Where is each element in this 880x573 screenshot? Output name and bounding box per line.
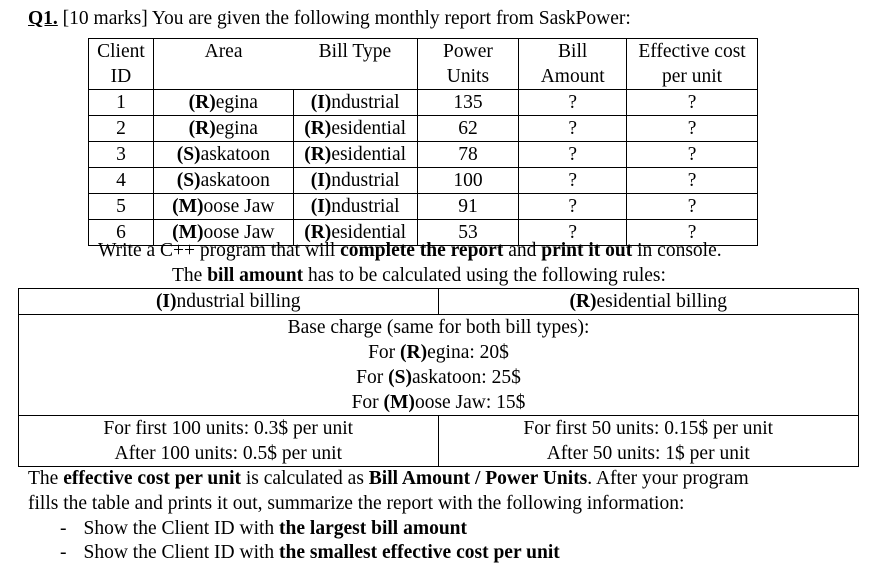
header-bill-type: Bill Type (293, 39, 417, 65)
cell-area: (S)askatoon (153, 168, 293, 194)
table-row (89, 168, 758, 194)
instruction-text: in console. (632, 240, 722, 261)
cell-client-id: 6 (89, 220, 154, 246)
cell-client-id: 4 (89, 168, 154, 194)
header-client-id-2: ID (89, 64, 154, 90)
rates-row (19, 416, 859, 467)
summary-line-1 (28, 468, 749, 490)
header-area: Area (153, 39, 293, 65)
instruction-text: and (503, 240, 542, 261)
rules-table (18, 288, 859, 467)
cell-client-id: 3 (89, 142, 154, 168)
cell-bill-type: (I)ndustrial (293, 168, 417, 194)
cell-area: (R)egina (153, 116, 293, 142)
cell-power-units: 62 (417, 116, 519, 142)
summary-bold-effective: effective cost per unit (63, 468, 241, 489)
residential-rate-2: After 50 units: 1$ per unit (546, 443, 750, 464)
instruction-bold-print: print it out (541, 240, 633, 261)
table-row (89, 142, 758, 168)
instruction-line (98, 240, 722, 262)
summary-text: is calculated as (241, 468, 369, 489)
industrial-rate-2: After 100 units: 0.5$ per unit (114, 443, 342, 464)
cell-area: (R)egina (153, 90, 293, 116)
cell-bill-amount: ? (519, 194, 627, 220)
cell-bill-amount: ? (519, 116, 627, 142)
cell-power-units: 53 (417, 220, 519, 246)
rule-intro-text: The (172, 265, 208, 286)
summary-bold-formula: Bill Amount / Power Units (368, 468, 588, 489)
report-header-row (89, 39, 758, 65)
header-effective-cost: Effective cost (627, 39, 758, 65)
residential-rates-cell (438, 416, 859, 467)
cell-bill-type: (R)esidential (293, 220, 417, 246)
cell-effective-cost: ? (627, 220, 758, 246)
cell-bill-type: (I)ndustrial (293, 194, 417, 220)
cell-effective-cost: ? (627, 168, 758, 194)
bullet-bold: the largest bill amount (279, 518, 468, 539)
industrial-rate-1: For first 100 units: 0.3$ per unit (103, 418, 354, 439)
bullet-bold: the smallest effective cost per unit (279, 542, 560, 563)
summary-text: The (28, 468, 64, 489)
cell-power-units: 91 (417, 194, 519, 220)
report-header-row-2 (89, 64, 758, 90)
industrial-billing-header: (I)ndustrial billing (19, 289, 439, 315)
bullet-text: Show the Client ID with (83, 542, 280, 563)
cell-client-id: 2 (89, 116, 154, 142)
table-row (89, 90, 758, 116)
summary-line-2: fills the table and prints it out, summarize the report with the following information: (28, 493, 685, 514)
cell-effective-cost: ? (627, 142, 758, 168)
summary-text: . After your program (587, 468, 749, 489)
cell-bill-type: (I)ndustrial (293, 90, 417, 116)
instruction-bold-complete: complete the report (340, 240, 504, 261)
summary-bullet-2 (60, 542, 560, 564)
header-area-2 (153, 64, 293, 90)
industrial-rates-cell (19, 416, 439, 467)
header-effective-cost-2: per unit (627, 64, 758, 90)
rule-intro-text: has to be calculated using the following rules: (303, 265, 666, 286)
bullet-dash-icon: - (60, 542, 67, 563)
rule-intro-line (172, 265, 666, 287)
header-bill-type-2 (293, 64, 417, 90)
header-power-units-2: Units (417, 64, 519, 90)
header-bill-amount: Bill (519, 39, 627, 65)
cell-bill-amount: ? (519, 142, 627, 168)
cell-power-units: 100 (417, 168, 519, 194)
cell-client-id: 5 (89, 194, 154, 220)
cell-bill-amount: ? (519, 220, 627, 246)
rule-intro-bold: bill amount (207, 265, 304, 286)
residential-rate-1: For first 50 units: 0.15$ per unit (523, 418, 774, 439)
cell-bill-type: (R)esidential (293, 116, 417, 142)
cell-area: (M)oose Jaw (153, 220, 293, 246)
question-number: Q1. (28, 8, 58, 29)
cell-area: (M)oose Jaw (153, 194, 293, 220)
question-header (28, 8, 631, 30)
header-power-units: Power (417, 39, 519, 65)
cell-power-units: 135 (417, 90, 519, 116)
table-row (89, 116, 758, 142)
cell-bill-type: (R)esidential (293, 142, 417, 168)
cell-effective-cost: ? (627, 116, 758, 142)
base-charge-saskatoon: For (S)askatoon: 25$ (356, 367, 521, 388)
base-charge-cell (19, 315, 859, 416)
base-charge-regina: For (R)egina: 20$ (368, 342, 509, 363)
base-charge-moose-jaw: For (M)oose Jaw: 15$ (351, 392, 526, 413)
cell-effective-cost: ? (627, 194, 758, 220)
summary-bullet-1 (60, 518, 467, 540)
cell-power-units: 78 (417, 142, 519, 168)
cell-bill-amount: ? (519, 90, 627, 116)
bullet-text: Show the Client ID with (83, 518, 280, 539)
report-table (88, 38, 758, 246)
cell-bill-amount: ? (519, 168, 627, 194)
instruction-text: Write a C++ program that will (98, 240, 341, 261)
bullet-dash-icon: - (60, 518, 67, 539)
base-charge-row (19, 315, 859, 416)
rules-header-row (19, 289, 859, 315)
cell-client-id: 1 (89, 90, 154, 116)
question-intro: [10 marks] You are given the following monthly report from SaskPower: (57, 8, 631, 29)
header-client-id: Client (89, 39, 154, 65)
header-bill-amount-2: Amount (519, 64, 627, 90)
cell-area: (S)askatoon (153, 142, 293, 168)
cell-effective-cost: ? (627, 90, 758, 116)
table-row (89, 194, 758, 220)
base-charge-title: Base charge (same for both bill types): (287, 317, 590, 338)
residential-billing-header: (R)esidential billing (438, 289, 859, 315)
